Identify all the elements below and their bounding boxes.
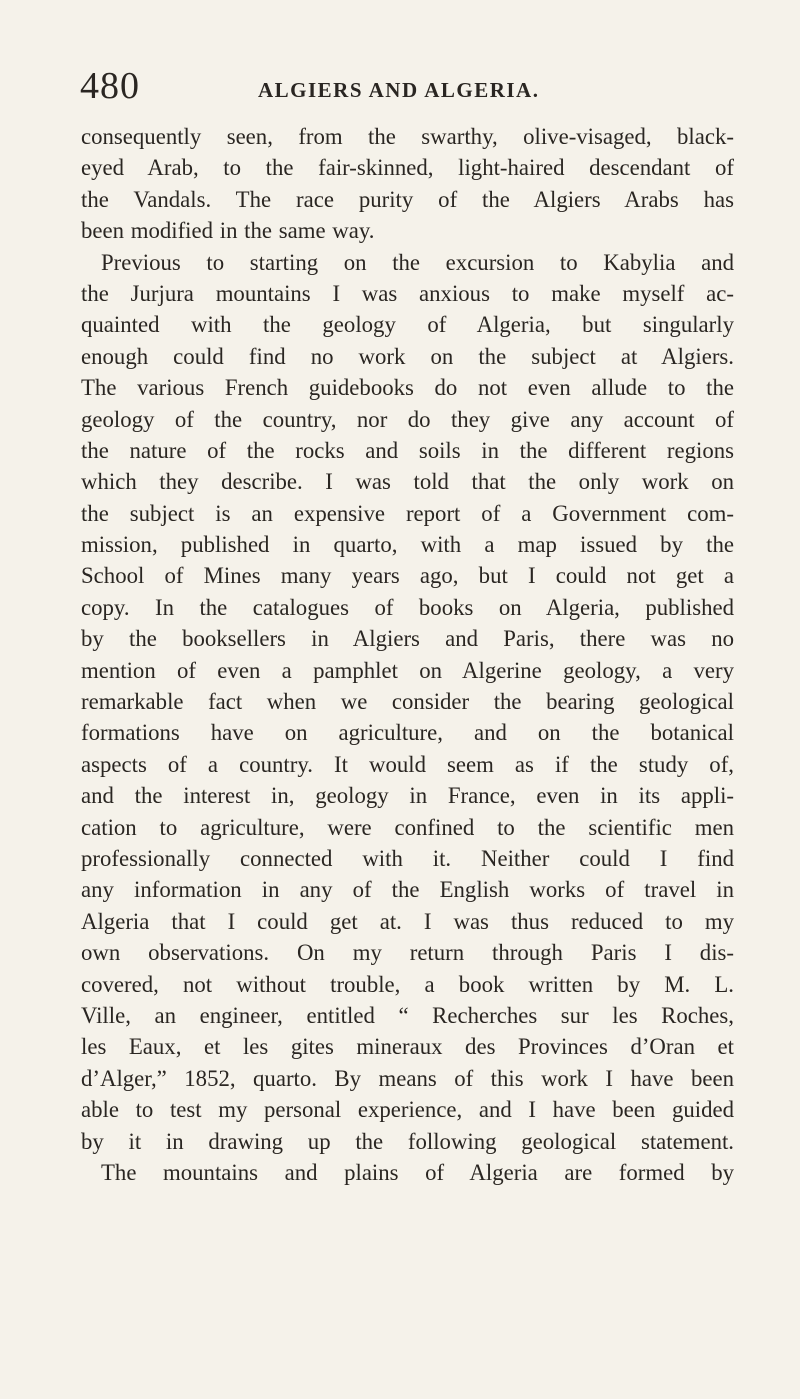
text-line: d’Alger,” 1852, quarto. By means of this work I have been	[81, 1065, 734, 1091]
text-line: covered, not without trouble, a book written by M. L.	[81, 971, 734, 997]
text-line: Algeria that I could get at. I was thus reduced to my	[81, 908, 734, 934]
text-line: enough could find no work on the subject at Algiers.	[81, 343, 734, 369]
page-number: 480	[80, 65, 140, 107]
text-line: copy. In the catalogues of books on Algeria, published	[81, 594, 734, 620]
text-line: mission, published in quarto, with a map issued by the	[81, 532, 734, 558]
text-line: been modified in the same way.	[81, 218, 375, 244]
text-line: quainted with the geology of Algeria, but singularly	[81, 312, 734, 338]
text-line: geology of the country, nor do they give any account of	[81, 406, 734, 432]
body-text	[81, 121, 734, 1188]
text-line: remarkable fact when we consider the bearing geological	[81, 689, 734, 715]
text-line: the Vandals. The race purity of the Algiers Arabs has	[81, 186, 734, 212]
text-line: formations have on agriculture, and on the botanical	[81, 720, 734, 746]
text-line: Previous to starting on the excursion to Kabylia and	[101, 249, 734, 275]
text-line: consequently seen, from the swarthy, olive-visaged, black-	[81, 124, 734, 149]
running-head: ALGIERS AND ALGERIA.	[258, 78, 540, 102]
page-header	[80, 64, 750, 114]
text-line: own observations. On my return through Paris I dis-	[81, 940, 734, 966]
text-line: mention of even a pamphlet on Algerine geology, a very	[81, 657, 734, 683]
text-line: by the booksellers in Algiers and Paris, there was no	[81, 626, 734, 652]
text-line: aspects of a country. It would seem as if the study of,	[81, 751, 734, 777]
text-line: eyed Arab, to the fair-skinned, light-haired descendant of	[81, 155, 734, 181]
text-line: by it in drawing up the following geological statement.	[81, 1128, 734, 1154]
text-line: which they describe. I was told that the only work on	[81, 469, 734, 495]
text-line: professionally connected with it. Neither could I find	[81, 845, 734, 871]
text-line: School of Mines many years ago, but I could not get a	[81, 563, 734, 589]
text-line: any information in any of the English works of travel in	[81, 877, 734, 903]
text-line: the subject is an expensive report of a Government com-	[81, 500, 734, 526]
text-line: and the interest in, geology in France, even in its appli-	[81, 783, 734, 809]
text-line: the Jurjura mountains I was anxious to make myself ac-	[81, 280, 734, 306]
text-line: Ville, an engineer, entitled “ Recherches sur les Roches,	[81, 1002, 734, 1028]
text-line: able to test my personal experience, and I have been guided	[81, 1097, 734, 1123]
text-line: the nature of the rocks and soils in the different regions	[81, 437, 734, 463]
text-line: The various French guidebooks do not even allude to the	[81, 375, 734, 401]
text-line: The mountains and plains of Algeria are formed by	[101, 1159, 734, 1185]
text-line: cation to agriculture, were confined to the scientific men	[81, 814, 734, 840]
text-line: les Eaux, et les gites mineraux des Provinces d’Oran et	[81, 1034, 734, 1060]
